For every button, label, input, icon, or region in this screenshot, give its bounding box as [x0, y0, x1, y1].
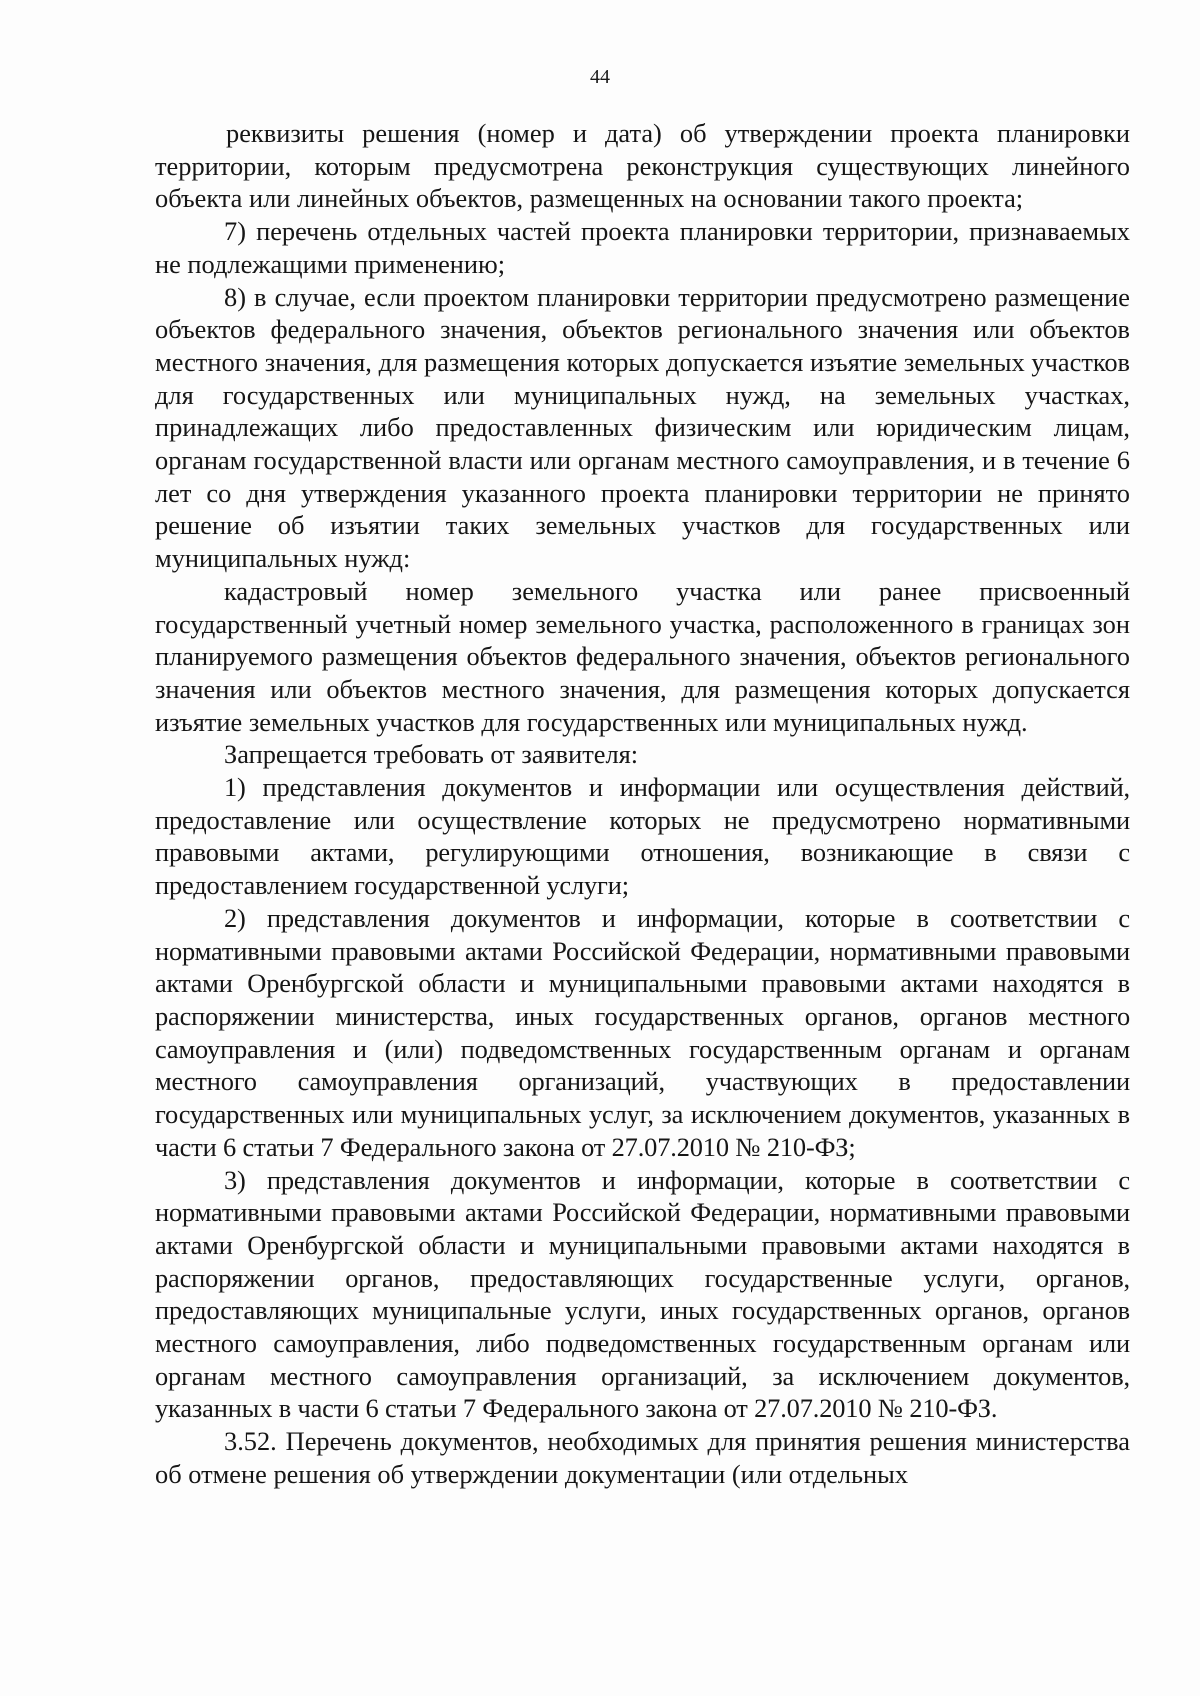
paragraph-prohibition-3: 3) представления документов и информации, которые в соответствии с нормативными правовыми актами Российской Федерации, нормативными правовыми актами Оренбургской области и муниципальными правовыми актами находятся в распоряжении органов, предоставляющих государственные услуги, органов, предоставляющих муниципальные услуги, иных государственных органов, органов местного самоуправления, либо подведомственных государственным органам или органам местного самоуправления организаций, за исключением документов, указанных в части 6 статьи 7 Федерального закона от 27.07.2010 № 210-ФЗ. — [155, 1164, 1130, 1424]
paragraph-prohibition-2: 2) представления документов и информации, которые в соответствии с нормативными правовыми актами Российской Федерации, нормативными правовыми актами Оренбургской области и муниципальными правовыми актами находятся в распоряжении министерства, иных государственных органов, органов местного самоуправления и (или) подведомственных государственным органам и органам местного самоуправления организаций, участвующих в предоставлении государственных или муниципальных услуг, за исключением документов, указанных в части 6 статьи 7 Федерального закона от 27.07.2010 № 210-ФЗ; — [155, 902, 1130, 1162]
paragraph-item-8: 8) в случае, если проектом планировки территории предусмотрено размещение объектов федерального значения, объектов регионального значения или объектов местного значения, для размещения которых допускается изъятие земельных участков для государственных или муниципальных нужд, на земельных участках, принадлежащих либо предоставленных физическим или юридическим лицам, органам государственной власти или органам местного самоуправления, и в течение 6 лет со дня утверждения указанного проекта планировки территории не принято решение об изъятии таких земельных участков для государственных или муниципальных нужд: — [155, 281, 1130, 574]
paragraph-section-3-52: 3.52. Перечень документов, необходимых для принятия решения министерства об отмене решения об утверждении документации (или отдельных — [155, 1426, 1130, 1489]
page-number: 44 — [590, 66, 610, 88]
paragraph-item-7: 7) перечень отдельных частей проекта планировки территории, признаваемых не подлежащими применению; — [155, 216, 1130, 279]
paragraph-prohibition-intro: Запрещается требовать от заявителя: — [224, 739, 639, 770]
paragraph-requisites: реквизиты решения (номер и дата) об утверждении проекта планировки территории, которым предусмотрена реконструкция существующих линейного объекта или линейных объектов, размещенных на основании такого проекта; — [155, 118, 1130, 214]
paragraph-prohibition-1: 1) представления документов и информации или осуществления действий, предоставление или осуществление которых не предусмотрено нормативными правовыми актами, регулирующими отношения, возникающие в связи с предоставлением государственной услуги; — [155, 772, 1130, 901]
paragraph-cadastral-number: кадастровый номер земельного участка или ранее присвоенный государственный учетный номер земельного участка, расположенного в границах зон планируемого размещения объектов федерального значения, объектов регионального значения или объектов местного значения, для размещения которых допускается изъятие земельных участков для государственных или муниципальных нужд. — [155, 575, 1130, 737]
document-body — [155, 117, 1130, 1491]
